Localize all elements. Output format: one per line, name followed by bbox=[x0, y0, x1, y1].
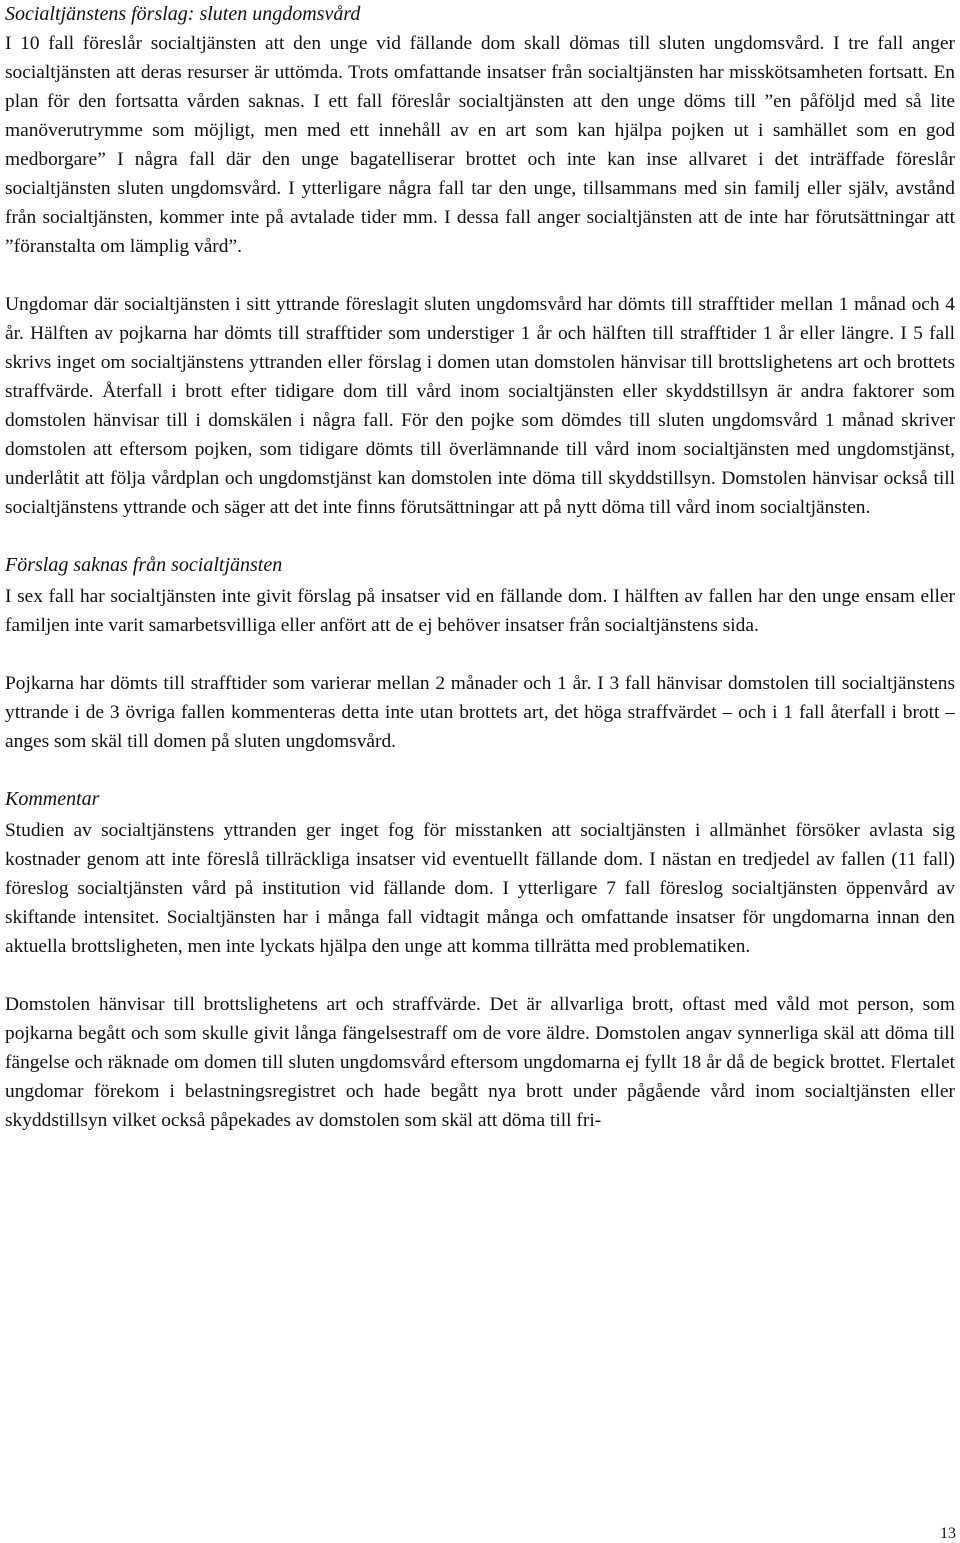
section-heading-sluten-ungdomsvard: Socialtjänstens förslag: sluten ungdomsvård bbox=[5, 3, 361, 25]
paragraph: Ungdomar där socialtjänsten i sitt yttrande föreslagit sluten ungdomsvård har dömts till strafftider mellan 1 månad och 4 år. Hälften av pojkarna har dömts till strafftider som understiger 1 år och hälften till strafftider 1 år eller längre. I 5 fall skrivs inget om socialtjänstens yttranden eller förslag i domen utan domstolen hänvisar till brottslighetens art och brottets straffvärde. Återfall i brott efter tidigare dom till vård inom socialtjänsten eller skyddstillsyn är andra faktorer som domstolen hänvisar till i domskälen i några fall. För den pojke som dömdes till sluten ungdomsvård 1 månad skriver domstolen att eftersom pojken, som tidigare dömts till överlämnande till vård inom socialtjänsten med ungdomstjänst, underlåtit att följa vårdplan och ungdomstjänst kan domstolen inte döma till skyddstillsyn. Domstolen hänvisar också till socialtjänstens yttrande och säger att det inte finns förutsättningar att på nytt döma till vård inom socialtjänsten. bbox=[5, 294, 955, 518]
paragraph: Domstolen hänvisar till brottslighetens art och straffvärde. Det är allvarliga brott, oftast med våld mot person, som pojkarna begått och som skulle givit långa fängelsestraff om de vore äldre. Domstolen angav synnerliga skäl att döma till fängelse och räknade om domen till sluten ungdomsvård eftersom ungdomarna ej fyllt 18 år då de begick brottet. Flertalet ungdomar förekom i belastningsregistret och hade begått nya brott under pågående vård inom socialtjänsten eller skyddstillsyn vilket också påpekades av domstolen som skäl att döma till fri- bbox=[5, 994, 955, 1131]
section-heading-forslag-saknas: Förslag saknas från socialtjänsten bbox=[5, 554, 283, 576]
paragraph: I sex fall har socialtjänsten inte givit förslag på insatser vid en fällande dom. I hälften av fallen har den unge ensam eller familjen inte varit samarbetsvilliga eller anfört att de ej behöver insatser från socialtjänstens sida. bbox=[5, 586, 955, 636]
page-number: 13 bbox=[940, 1525, 956, 1542]
paragraph: I 10 fall föreslår socialtjänsten att den unge vid fällande dom skall dömas till sluten ungdomsvård. I tre fall anger socialtjänsten att deras resurser är uttömda. Trots omfattande insatser från socialtjänsten har misskötsamheten fortsatt. En plan för den fortsatta vården saknas. I ett fall föreslår socialtjänsten att den unge döms till ”en påföljd med så lite manöverutrymme som möjligt, men med ett innehåll av en art som kan hjälpa pojken ut i samhället som en god medborgare” I några fall där den unge bagatelliserar brottet och inte kan inse allvaret i det inträffade föreslår socialtjänsten sluten ungdomsvård. I ytterligare några fall tar den unge, tillsammans med sin familj eller själv, avstånd från socialtjänsten, kommer inte på avtalade tider mm. I dessa fall anger socialtjänsten att de inte har förutsättningar att ”föranstalta om lämplig vård”. bbox=[5, 33, 955, 257]
section-heading-kommentar: Kommentar bbox=[5, 788, 100, 810]
paragraph: Pojkarna har dömts till strafftider som varierar mellan 2 månader och 1 år. I 3 fall hänvisar domstolen till socialtjänstens yttrande i de 3 övriga fallen kommenteras detta inte utan brottets art, det höga straffvärdet – och i 1 fall återfall i brott – anges som skäl till domen på sluten ungdomsvård. bbox=[5, 673, 955, 752]
document-page bbox=[5, 0, 955, 1135]
paragraph: Studien av socialtjänstens yttranden ger inget fog för misstanken att socialtjänsten i allmänhet försöker avlasta sig kostnader genom att inte föreslå tillräckliga insatser vid eventuellt fällande dom. I nästan en tredjedel av fallen (11 fall) föreslog socialtjänsten vård på institution vid fällande dom. I ytterligare 7 fall föreslog socialtjänsten öppenvård av skiftande intensitet. Socialtjänsten har i många fall vidtagit många och omfattande insatser för ungdomarna innan den aktuella brottsligheten, men inte lyckats hjälpa den unge att komma tillrätta med problematiken. bbox=[5, 820, 955, 957]
